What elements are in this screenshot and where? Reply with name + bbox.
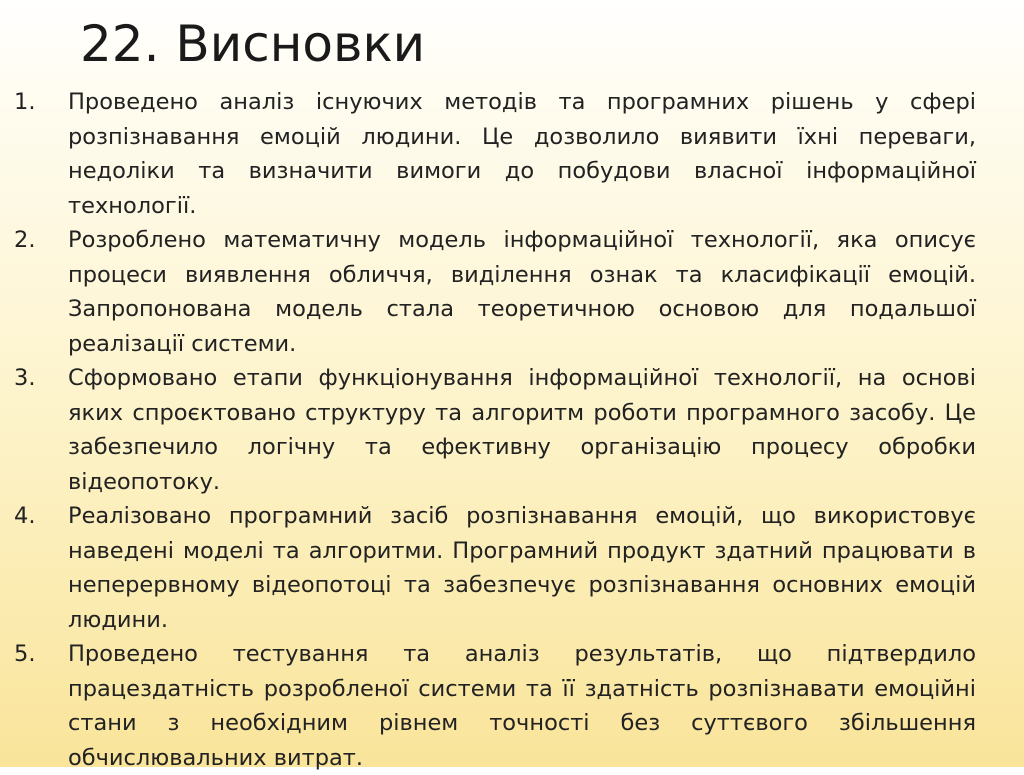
item-text: Проведено аналіз існуючих методів та програмних рішень у сфері розпізнавання емоцій людини. Це дозволило виявити їхні переваги, недоліки та визначити вимоги до побудови власної інформаційної технології. [68,89,976,219]
item-text: Сформовано етапи функціонування інформаційної технології, на основі яких спроєктовано структуру та алгоритм роботи програмного засобу. Це забезпечило логічну та ефективну організацію процесу обробки відеопотоку. [68,365,976,495]
slide-title: 22. Висновки [80,15,426,73]
item-number: 3. [14,365,36,391]
item-text: Реалізовано програмний засіб розпізнавання емоцій, що використовує наведені моделі та алгоритми. Програмний продукт здатний працювати в неперервному відеопотоці та забезпечує розпізнавання основних емоцій людини. [68,503,976,633]
item-number: 2. [14,227,36,253]
item-text: Проведено тестування та аналіз результатів, що підтвердило працездатність розробленої системи та її здатність розпізнавати емоційні стани з необхідним рівнем точності без суттєвого збільшення обчислювальних витрат. [68,641,976,771]
list-item [14,637,976,775]
conclusions-list [14,85,976,775]
list-item [14,499,976,637]
list-item [14,223,976,361]
item-number: 1. [14,89,36,115]
list-item [14,361,976,499]
item-text: Розроблено математичну модель інформаційної технології, яка описує процеси виявлення обличчя, виділення ознак та класифікації емоцій. Запропонована модель стала теоретичною основою для подальшої реалізації системи. [68,227,976,357]
item-number: 5. [14,641,36,667]
list-item [14,85,976,223]
item-number: 4. [14,503,36,529]
